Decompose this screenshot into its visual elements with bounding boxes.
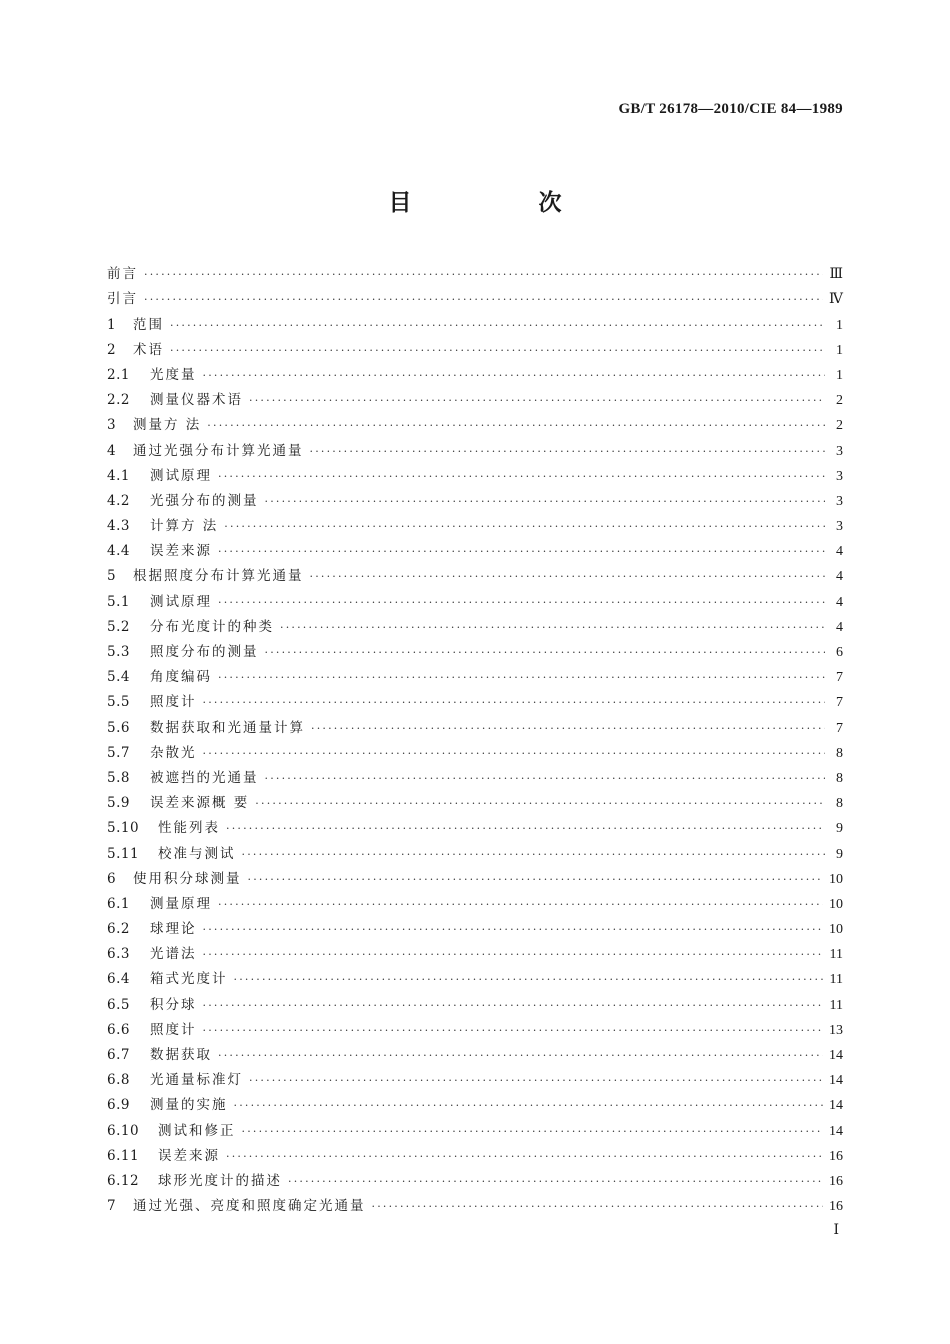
toc-entry[interactable] [107, 867, 843, 892]
toc-entry-label: 通过光强、亮度和照度确定光通量 [133, 1198, 366, 1215]
toc-entry-page: 7 [836, 670, 843, 686]
toc-entry-page: 4 [836, 569, 843, 585]
toc-entry-number: 6.10 [107, 1122, 140, 1139]
toc-entry-number: 6.3 [107, 946, 130, 963]
toc-entry-label: 积分球 [150, 996, 197, 1013]
toc-entry-page: 10 [829, 922, 843, 938]
toc-leader-dots [242, 842, 826, 867]
toc-leader-dots [226, 816, 825, 841]
toc-leader-dots [280, 615, 825, 640]
toc-entry-label: 照度计 [150, 1021, 197, 1038]
toc-leader-dots [265, 489, 826, 514]
toc-leader-dots [218, 892, 823, 917]
toc-entry[interactable] [107, 892, 843, 917]
toc-entry-number: 6.1 [107, 895, 130, 912]
toc-entry-number: 5.1 [107, 593, 130, 610]
toc-entry-label: 光谱法 [150, 946, 197, 963]
toc-entry-number: 6.9 [107, 1097, 130, 1114]
toc-entry-number: 2 [107, 341, 117, 358]
toc-entry[interactable] [107, 312, 843, 337]
toc-entry[interactable] [107, 1093, 843, 1118]
toc-leader-dots [203, 1018, 824, 1043]
toc-entry-page: 3 [836, 468, 843, 484]
toc-entry[interactable] [107, 589, 843, 614]
toc-entry[interactable] [107, 262, 843, 287]
toc-leader-dots [288, 1169, 823, 1194]
toc-entry-label: 测量方 法 [133, 417, 202, 434]
toc-entry-page: 11 [829, 972, 843, 988]
toc-leader-dots [144, 262, 823, 287]
toc-entry-page: 3 [836, 443, 843, 459]
toc-entry-number: 6.7 [107, 1047, 130, 1063]
toc-entry-page: 13 [829, 1022, 843, 1038]
toc-entry[interactable] [107, 741, 843, 766]
toc-entry[interactable] [107, 615, 843, 640]
toc-entry-number: 3 [107, 417, 117, 434]
toc-entry[interactable] [107, 539, 843, 564]
toc-entry-page: 10 [829, 871, 843, 887]
toc-leader-dots [170, 313, 825, 338]
toc-entry-label: 误差来源 [158, 1147, 220, 1164]
toc-entry-number: 4.4 [107, 543, 130, 560]
toc-entry-page: 8 [836, 745, 843, 761]
toc-entry-number: 4 [107, 442, 117, 459]
toc-entry[interactable] [107, 791, 843, 816]
toc-entry[interactable] [107, 514, 843, 539]
toc-entry[interactable] [107, 766, 843, 791]
toc-entry[interactable] [107, 967, 843, 992]
toc-entry-number: 5.6 [107, 719, 130, 736]
toc-entry[interactable] [107, 1068, 843, 1093]
toc-leader-dots [203, 942, 824, 967]
toc-entry[interactable] [107, 489, 843, 514]
toc-entry[interactable] [107, 816, 843, 841]
toc-entry-label: 被遮挡的光通量 [150, 769, 259, 786]
toc-entry-number: 6.12 [107, 1172, 140, 1189]
toc-entry[interactable] [107, 1118, 843, 1143]
toc-entry-page: 16 [829, 1173, 843, 1189]
toc-entry[interactable] [107, 640, 843, 665]
toc-leader-dots [218, 539, 825, 564]
toc-entry-page: 8 [836, 796, 843, 812]
toc-entry[interactable] [107, 1144, 843, 1169]
toc-entry-page: 1 [836, 342, 843, 358]
toc-entry[interactable] [107, 413, 843, 438]
toc-entry-page: 14 [829, 1048, 843, 1063]
toc-entry[interactable] [107, 917, 843, 942]
toc-entry-page: 16 [829, 1148, 843, 1164]
toc-entry-page: 16 [829, 1199, 843, 1215]
toc-entry-number: 5 [107, 568, 117, 585]
toc-entry-page: 1 [836, 317, 843, 333]
toc-entry-label: 误差来源 [150, 543, 212, 560]
toc-entry-number: 6.2 [107, 921, 130, 938]
toc-entry-label: 根据照度分布计算光通量 [133, 568, 304, 585]
toc-entry[interactable] [107, 665, 843, 690]
toc-leader-dots [242, 1119, 824, 1144]
toc-entry[interactable] [107, 942, 843, 967]
toc-entry[interactable] [107, 715, 843, 740]
toc-entry-number: 2.2 [107, 392, 130, 409]
toc-entry[interactable] [107, 992, 843, 1017]
toc-entry-number: 6 [107, 870, 117, 887]
toc-entry-page: 6 [836, 645, 843, 660]
toc-leader-dots [207, 413, 825, 438]
toc-entry-label: 引言 [107, 291, 138, 308]
toc-entry-page: 8 [836, 770, 843, 786]
toc-leader-dots [218, 464, 825, 489]
toc-entry-page: 9 [836, 846, 843, 862]
toc-entry-number: 4.1 [107, 467, 130, 484]
toc-entry-label: 照度计 [150, 694, 197, 711]
toc-entry-number: 7 [107, 1198, 117, 1215]
toc-entry-label: 照度分布的测量 [150, 644, 259, 660]
toc-entry-number: 2.1 [107, 366, 130, 383]
toc-leader-dots [372, 1194, 824, 1219]
toc-entry-page: 7 [836, 695, 843, 711]
toc-entry-page: 4 [836, 619, 843, 635]
toc-entry-page: 11 [829, 947, 843, 963]
toc-entry[interactable] [107, 690, 843, 715]
toc-entry-number: 5.9 [107, 795, 130, 812]
toc-entry-label: 测试原理 [150, 593, 212, 610]
toc-leader-dots [255, 791, 825, 816]
toc-leader-dots [218, 590, 825, 615]
toc-entry-label: 测量仪器术语 [150, 392, 243, 409]
toc-entry-number: 5.7 [107, 744, 130, 761]
page-title: 目 次 [388, 190, 614, 216]
toc-entry-page: 14 [829, 1098, 843, 1114]
toc-leader-dots [265, 640, 826, 665]
toc-entry-number: 5.3 [107, 644, 130, 660]
toc-entry-number: 4.2 [107, 492, 130, 509]
toc-entry-label: 光强分布的测量 [150, 492, 259, 509]
toc-entry-label: 校准与测试 [158, 845, 236, 862]
toc-entry-label: 杂散光 [150, 744, 197, 761]
toc-entry-number: 1 [107, 316, 117, 333]
toc-entry-label: 性能列表 [158, 820, 220, 837]
table-of-contents [107, 262, 843, 1219]
toc-leader-dots [249, 1068, 823, 1093]
toc-leader-dots [224, 514, 825, 539]
toc-entry-number: 5.2 [107, 618, 130, 635]
toc-entry-label: 球理论 [150, 921, 197, 938]
page-number: Ⅰ [833, 1223, 839, 1238]
toc-entry-label: 使用积分球测量 [133, 870, 242, 887]
toc-leader-dots [249, 388, 825, 413]
toc-entry-label: 箱式光度计 [150, 971, 228, 988]
toc-entry-label: 测试和修正 [158, 1122, 236, 1139]
toc-entry-label: 术语 [133, 341, 164, 358]
toc-entry-page: 11 [829, 997, 843, 1013]
toc-entry-page: Ⅳ [829, 292, 843, 308]
toc-entry-page: 1 [836, 367, 843, 383]
toc-entry-page: 3 [836, 519, 843, 535]
toc-entry-page: 14 [829, 1073, 843, 1089]
toc-entry-number: 6.4 [107, 971, 130, 988]
toc-entry-label: 范围 [133, 316, 164, 333]
toc-entry-number: 5.8 [107, 769, 130, 786]
toc-leader-dots [144, 287, 823, 312]
toc-entry-label: 误差来源概 要 [150, 795, 250, 812]
toc-entry-number: 4.3 [107, 518, 130, 535]
toc-entry-page: 2 [836, 418, 843, 434]
toc-entry-number: 5.11 [107, 845, 140, 862]
toc-leader-dots [311, 716, 825, 741]
toc-entry-label: 测量原理 [150, 895, 212, 912]
toc-entry-page: 4 [836, 594, 843, 610]
toc-leader-dots [310, 439, 826, 464]
toc-entry-number: 6.8 [107, 1072, 130, 1089]
toc-entry-page: 4 [836, 544, 843, 560]
toc-leader-dots [170, 338, 825, 363]
toc-entry[interactable] [107, 438, 843, 463]
toc-entry-number: 5.10 [107, 820, 140, 837]
toc-leader-dots [234, 967, 824, 992]
toc-entry-label: 测试原理 [150, 467, 212, 484]
toc-entry[interactable] [107, 564, 843, 589]
toc-entry-label: 数据获取和光通量计算 [150, 719, 305, 736]
toc-entry[interactable] [107, 1043, 843, 1068]
toc-entry-label: 角度编码 [150, 669, 212, 686]
toc-leader-dots [265, 766, 826, 791]
toc-entry-label: 计算方 法 [150, 518, 219, 535]
toc-leader-dots [310, 564, 826, 589]
toc-entry-number: 6.5 [107, 996, 130, 1013]
standard-code: GB/T 26178—2010/CIE 84—1989 [618, 101, 843, 117]
toc-entry-number: 5.4 [107, 669, 130, 686]
toc-entry-page: 10 [829, 896, 843, 912]
toc-entry-page: 2 [836, 393, 843, 409]
toc-entry-label: 光通量标准灯 [150, 1072, 243, 1089]
toc-entry[interactable] [107, 1018, 843, 1043]
toc-leader-dots [203, 690, 826, 715]
toc-entry-page: 9 [836, 821, 843, 837]
toc-leader-dots [218, 665, 825, 690]
toc-entry[interactable] [107, 338, 843, 363]
toc-leader-dots [226, 1144, 823, 1169]
toc-entry-label: 测量的实施 [150, 1097, 228, 1114]
toc-entry-page: 14 [829, 1123, 843, 1139]
toc-entry-number: 6.11 [107, 1147, 140, 1164]
toc-leader-dots [203, 741, 826, 766]
toc-entry-number: 5.5 [107, 694, 130, 711]
toc-entry-page: 3 [836, 493, 843, 509]
toc-entry[interactable] [107, 1194, 843, 1219]
toc-entry-label: 数据获取 [150, 1047, 212, 1063]
toc-entry-page: Ⅲ [829, 267, 843, 283]
toc-entry[interactable] [107, 1169, 843, 1194]
toc-leader-dots [203, 917, 824, 942]
toc-entry-page: 7 [836, 720, 843, 736]
toc-entry[interactable] [107, 287, 843, 312]
toc-entry-label: 前言 [107, 266, 138, 283]
toc-entry[interactable] [107, 464, 843, 489]
toc-entry[interactable] [107, 388, 843, 413]
toc-leader-dots [248, 867, 824, 892]
toc-leader-dots [234, 1093, 824, 1118]
toc-entry-label: 分布光度计的种类 [150, 618, 274, 635]
toc-entry[interactable] [107, 363, 843, 388]
toc-leader-dots [218, 1043, 823, 1068]
toc-leader-dots [203, 993, 824, 1018]
toc-leader-dots [203, 363, 826, 388]
toc-entry[interactable] [107, 841, 843, 866]
toc-entry-label: 球形光度计的描述 [158, 1172, 282, 1189]
toc-entry-label: 光度量 [150, 366, 197, 383]
toc-entry-number: 6.6 [107, 1021, 130, 1038]
toc-entry-label: 通过光强分布计算光通量 [133, 442, 304, 459]
